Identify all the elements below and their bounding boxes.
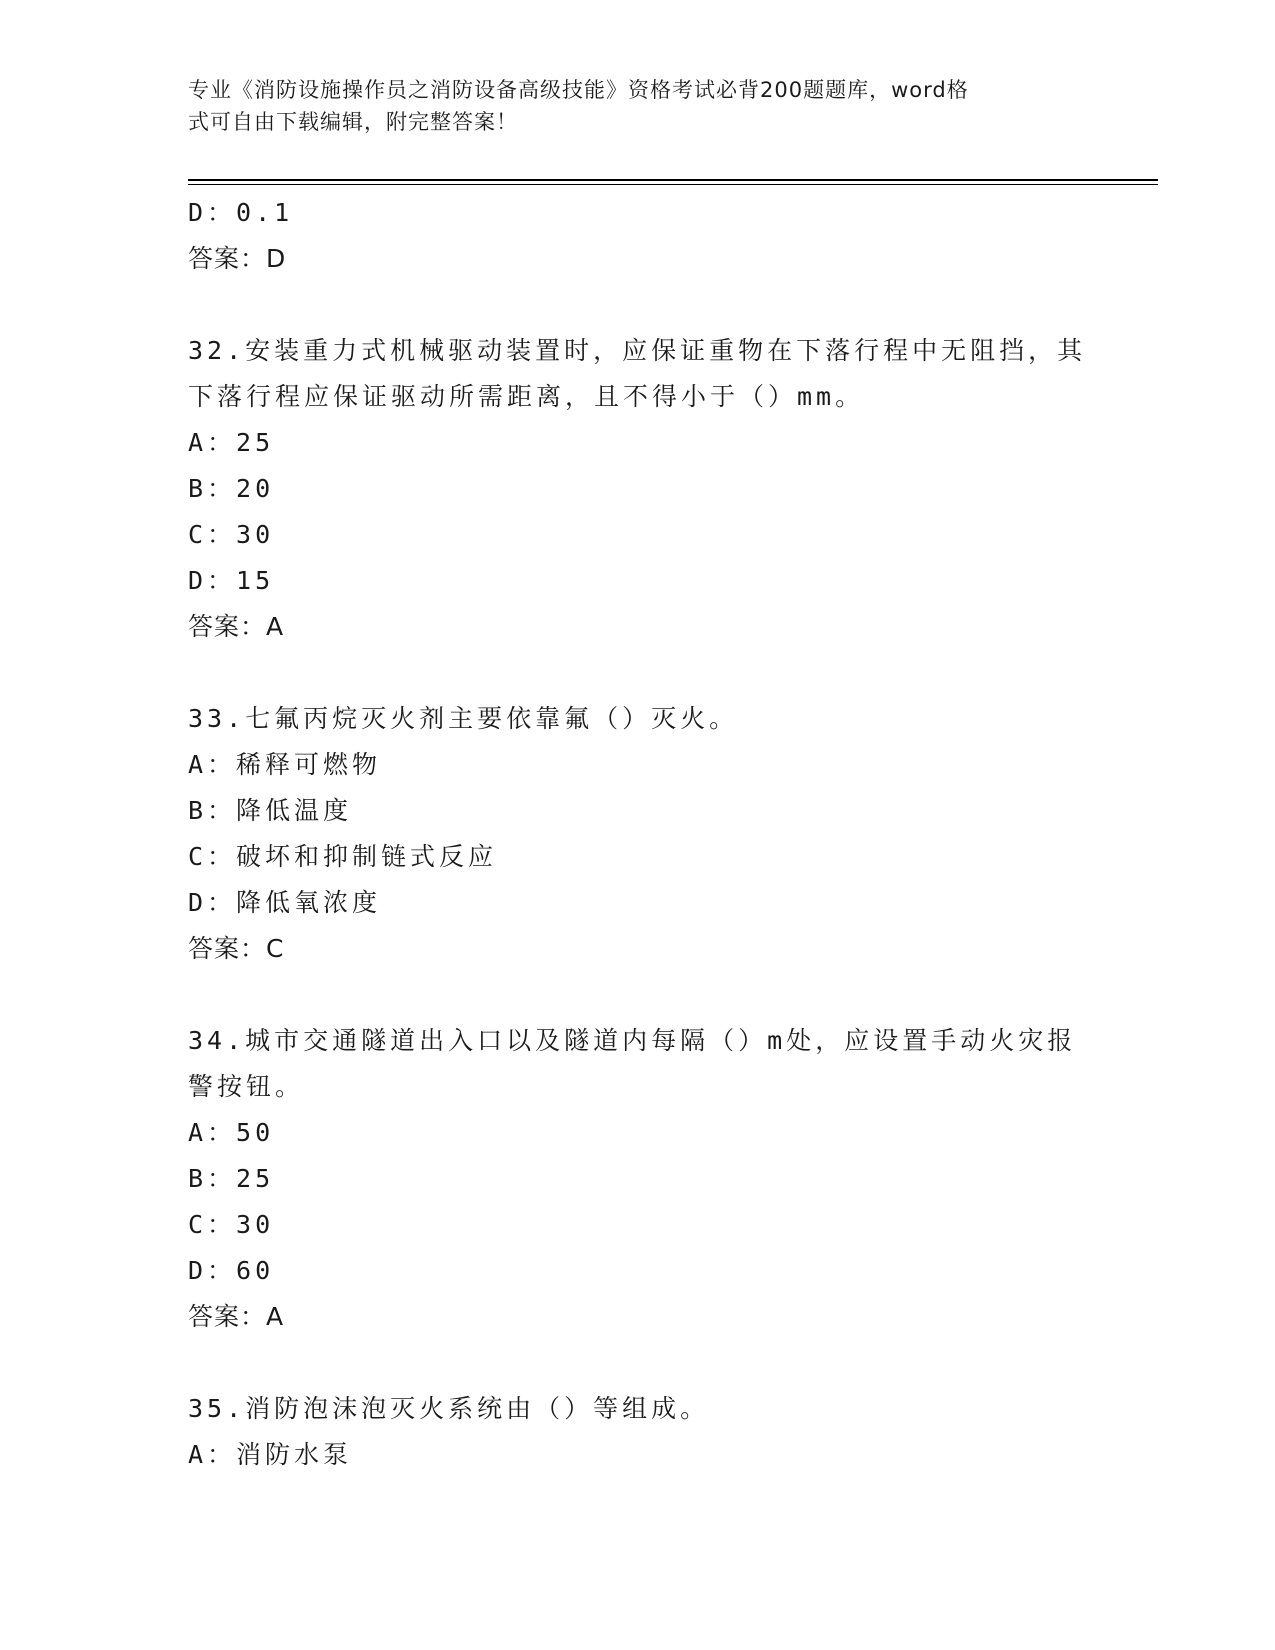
question-34-option-c: C：30 xyxy=(188,1210,275,1239)
header-line-2: 式可自由下载编辑，附完整答案！ xyxy=(188,110,518,134)
question-34-option-d: D：60 xyxy=(188,1256,275,1285)
question-34-line-2: 警按钮。 xyxy=(188,1072,305,1101)
question-32 xyxy=(188,328,1088,650)
spacer xyxy=(188,1340,1088,1386)
question-32-line-2: 下落行程应保证驱动所需距离，且不得小于（）mm。 xyxy=(188,382,865,411)
prev-answer: 答案：D xyxy=(188,244,287,273)
question-35-line-1: 35.消防泡沫泡灭火系统由（）等组成。 xyxy=(188,1394,710,1423)
question-35-option-a: A：消防水泵 xyxy=(188,1440,353,1469)
question-32-option-c: C：30 xyxy=(188,520,275,549)
question-33 xyxy=(188,696,1088,972)
question-32-option-b: B：20 xyxy=(188,474,275,503)
question-content xyxy=(188,190,1088,1478)
question-32-answer: 答案：A xyxy=(188,612,285,641)
question-33-answer: 答案：C xyxy=(188,934,285,963)
header-line-1: 专业《消防设施操作员之消防设备高级技能》资格考试必背200题题库，word格 xyxy=(188,78,969,102)
question-35 xyxy=(188,1386,1088,1478)
spacer xyxy=(188,282,1088,328)
question-34-answer: 答案：A xyxy=(188,1302,285,1331)
header-rule-thin xyxy=(188,184,1158,185)
question-34-option-b: B：25 xyxy=(188,1164,275,1193)
spacer xyxy=(188,650,1088,696)
question-33-option-d: D：降低氧浓度 xyxy=(188,888,382,917)
question-34 xyxy=(188,1018,1088,1340)
document-header xyxy=(188,74,1068,138)
question-33-option-a: A：稀释可燃物 xyxy=(188,750,382,779)
question-33-option-c: C：破坏和抑制链式反应 xyxy=(188,842,498,871)
prev-option-d: D：0.1 xyxy=(188,198,294,227)
spacer xyxy=(188,972,1088,1018)
question-34-option-a: A：50 xyxy=(188,1118,275,1147)
question-32-option-d: D：15 xyxy=(188,566,275,595)
question-34-line-1: 34.城市交通隧道出入口以及隧道内每隔（）m处，应设置手动火灾报 xyxy=(188,1026,1077,1055)
question-32-option-a: A：25 xyxy=(188,428,275,457)
header-rule-thick xyxy=(188,179,1158,181)
question-33-option-b: B：降低温度 xyxy=(188,796,353,825)
question-33-line-1: 33.七氟丙烷灭火剂主要依靠氟（）灭火。 xyxy=(188,704,739,733)
question-32-line-1: 32.安装重力式机械驱动装置时，应保证重物在下落行程中无阻挡，其 xyxy=(188,336,1087,365)
